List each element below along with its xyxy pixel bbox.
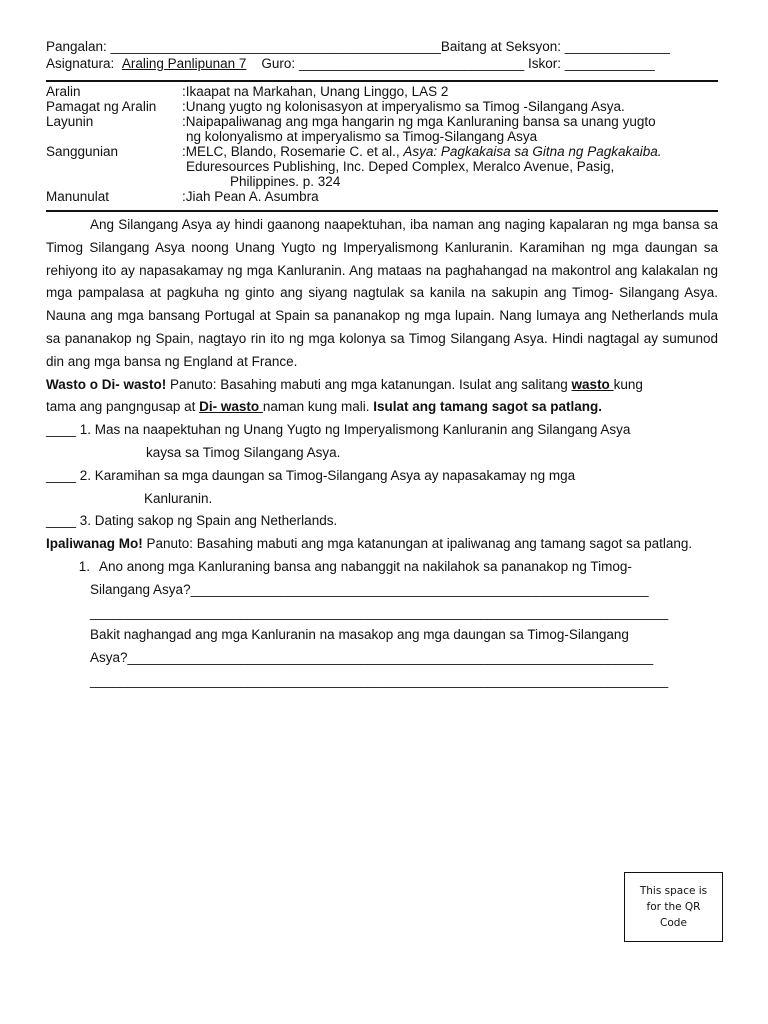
bottom-divider (46, 210, 718, 212)
name-field[interactable]: ____________________________________________ (110, 39, 441, 54)
header-row-1 (46, 38, 718, 55)
teacher-label: Guro: (261, 56, 299, 71)
section-ipaliwanag-title: Ipaliwanag Mo! (46, 536, 143, 552)
subject-label: Asignatura: (46, 56, 119, 71)
info-layunin: Layunin :Naipapaliwanag ang mga hangarin ng mga Kanluraning bansa sa unang yugto (46, 114, 656, 129)
section-ipaliwanag-instructions: Ipaliwanag Mo! Panuto: Basahing mabuti ang mga katanungan at ipaliwanag ang tamang sagot sa patlang. (46, 536, 693, 552)
teacher-field[interactable]: ______________________________ (298, 56, 525, 71)
explain-answer-2a[interactable]: Asya?______________________________________________________________________ (90, 650, 654, 666)
info-sanggunian: Sanggunian :MELC, Blando, Rosemarie C. et al., Asya: Pagkakaisa sa Gitna ng Pagkakaiba. (46, 144, 662, 159)
section-wasto-title: Wasto o Di- wasto! (46, 376, 167, 392)
wasto-item-2-cont: Kanluranin. (144, 490, 213, 506)
info-sanggunian-cont: Eduresources Publishing, Inc. Deped Complex, Meralco Avenue, Pasig, (186, 159, 615, 174)
explain-answer-1b[interactable]: _____________________________________________________________________________ (90, 604, 669, 620)
wasto-item-1-cont: kaysa sa Timog Silangang Asya. (146, 444, 341, 460)
worksheet-page (46, 38, 718, 693)
explain-question-1: 1. Ano anong mga Kanluraning bansa ang nabanggit na nakilahok sa pananakop ng Timog- (78, 558, 632, 574)
qr-code-placeholder (624, 872, 723, 942)
explain-answer-2b[interactable]: _____________________________________________________________________________ (90, 672, 669, 688)
info-manunulat: Manunulat :Jiah Pean A. Asumbra (46, 189, 319, 204)
qr-code-text: This space is for the QR Code (639, 885, 708, 929)
info-pamagat: Pamagat ng Aralin :Unang yugto ng kolonisasyon at imperyalismo sa Timog -Silangang Asya. (46, 99, 625, 114)
info-aralin: Aralin :Ikaapat na Markahan, Unang Linggo, LAS 2 (46, 84, 449, 99)
grade-section-label: Baitang at Seksyon: (440, 39, 565, 54)
wasto-item-1[interactable]: ____ 1. Mas na naapektuhan ng Unang Yugto ng Imperyalismong Kanluranin ang Silangang Asya (46, 422, 631, 438)
section-wasto-instructions: Wasto o Di- wasto! Panuto: Basahing mabuti ang mga katanungan. Isulat ang salitang wasto kung tama ang pangngusap at Di- wasto naman kung mali. Isulat ang tamang sagot sa patlang. (46, 376, 643, 415)
name-label: Pangalan: (46, 39, 111, 54)
top-divider (46, 80, 718, 82)
score-field[interactable]: ____________ (564, 56, 655, 71)
wasto-item-3[interactable]: ____ 3. Dating sakop ng Spain ang Netherlands. (46, 513, 338, 529)
info-layunin-cont: ng kolonyalismo at imperyalismo sa Timog-Silangang Asya (186, 129, 538, 144)
lesson-info (46, 84, 718, 204)
header-row-2 (46, 55, 718, 72)
info-sanggunian-cont2: Philippines. p. 324 (230, 174, 341, 189)
wasto-item-2[interactable]: ____ 2. Karamihan sa mga daungan sa Timog-Silangang Asya ay napasakamay ng mga (46, 467, 576, 483)
explain-answer-1a[interactable]: Silangang Asya?_____________________________________________________________ (90, 581, 649, 597)
intro-paragraph: Ang Silangang Asya ay hindi gaanong naapektuhan, iba naman ang naging kapalaran ng mga bansa sa Timog Silangang Asya noong Unang Yugto ng Imperyalismong Kanluranin. Karamihan ng mga daungan sa rehiyong ito ay napasakamay ng mga Kanluranin. Ang mataas na paghahangad na makontrol ang kalakalan ng mga pampalasa at pagkuha ng ginto ang siyang nagtulak sa kanila na sakupin ang Timog- Silangang Asya. Nauna ang mga bansang Portugal at Spain sa pananakop ng mga lupain. Nang lumaya ang Netherlands mula sa pananakop ng Spain, nagtayo rin ito ng mga kolonya sa Timog Silangang Asya. Hindi nagtagal ay sumunod din ang mga bansa ng England at France. (46, 217, 718, 369)
explain-question-2: Bakit naghangad ang mga Kanluranin na masakop ang mga daungan sa Timog-Silangang (90, 627, 629, 643)
grade-section-field[interactable]: ______________ (564, 39, 670, 54)
subject-value: Araling Panlipunan 7 (121, 56, 247, 71)
score-label: Iskor: (527, 56, 565, 71)
